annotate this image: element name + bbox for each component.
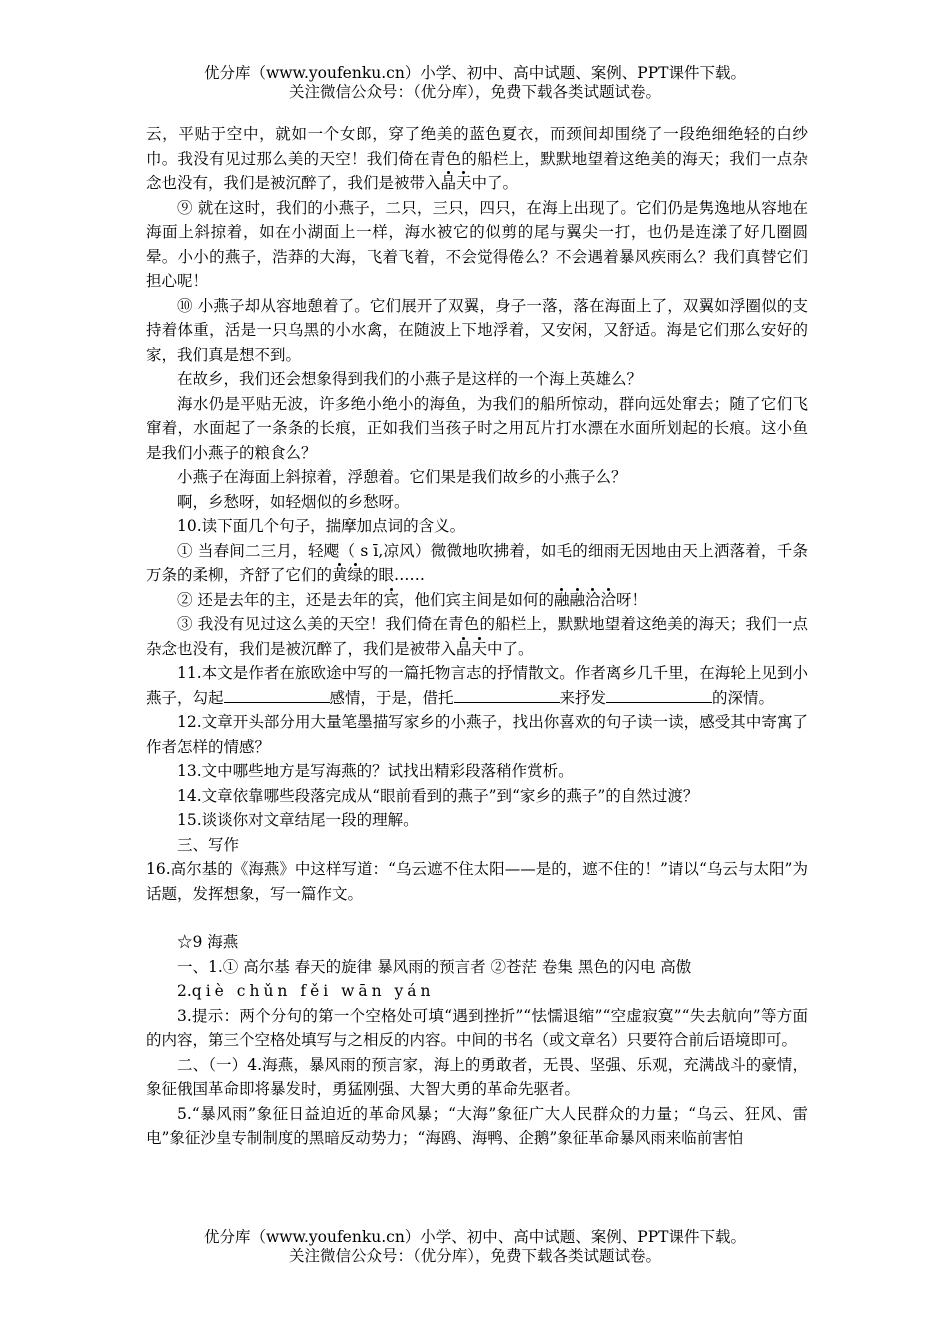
dotted-char: 洽	[600, 590, 617, 609]
answer-1: 一、1.① 高尔基 春天的旋律 暴风雨的预言者 ②苍茫 卷集 黑色的闪电 高傲	[177, 957, 692, 976]
sentence-2	[146, 588, 808, 613]
answer-4: 二、（一）4.海燕，暴风雨的预言家，海上的勇敢者，无畏、坚强、乐观，充满战斗的豪情，象征俄国革命即将暴发时，勇猛刚强、大智大勇的革命先驱者。	[146, 1055, 808, 1098]
question-15: 15.谈谈你对文章结尾一段的理解。	[177, 811, 419, 829]
footer-line-1: 优分库（www.youfenku.cn）小学、初中、高中试题、案例、PPT课件下载。	[203, 1228, 747, 1246]
text-run: 2.	[177, 982, 192, 1000]
spacer	[146, 906, 808, 930]
dotted-char: 洽	[585, 590, 601, 609]
question-14: 14.文章依靠哪些段落完成从“眼前看到的燕子”到“家乡的燕子”的自然过渡？	[177, 786, 699, 805]
section-heading: 三、写作	[177, 835, 240, 854]
paragraph-11: 在故乡，我们还会想象得到我们的小燕子是这样的一个海上英雄么？	[177, 370, 643, 388]
dotted-char: 晶	[456, 639, 472, 658]
question-13: 13.文中哪些地方是写海燕的？试找出精彩段落稍作赏析。	[177, 762, 574, 780]
text-run: 的深情。	[712, 688, 775, 707]
footer-line-2: 关注微信公众号：（优分库），免费下载各类试题试卷。	[288, 1247, 661, 1265]
dotted-char: 天	[456, 174, 472, 192]
dotted-char: 黄	[332, 566, 348, 584]
pinyin-answer: qiè chǔn fěi wān yán	[191, 982, 435, 1000]
text-run: 中了。	[471, 174, 519, 192]
blank-line[interactable]	[454, 687, 560, 703]
header-line-1: 优分库（www.youfenku.cn）小学、初中、高中试题、案例、PPT课件下载。	[203, 64, 747, 82]
question-10: 10.读下面几个句子，揣摩加点词的含义。	[177, 517, 466, 535]
answer-2	[146, 979, 808, 1004]
answer-3: 3.提示：两个分句的第一个空格处可填“遇到挫折”“怯懦退缩”“空虚寂寞”“失去航向”等方面的内容，第三个空格处填写与之相反的内容。中间的书名（或文章名）只要符合前后语境即可。	[146, 1006, 808, 1049]
text-run: ，他们宾主间是如何的	[398, 590, 554, 609]
answer-title: ☆9 海燕	[177, 933, 239, 951]
paragraph-12: 海水仍是平贴无波，许多绝小绝小的海鱼，为我们的船所惊动，群向远处窜去；随了它们飞窜着，水面起了一条条的长痕，正如我们当孩子时之用瓦片打水漂在水面所划起的长痕。这小鱼是我们小燕子的粮食么？	[146, 394, 808, 462]
question-11	[146, 661, 808, 710]
text-run: 11.本文是作者在旅欧途中写的一篇托物言志的抒情散文。作者离乡几千里，在海轮上见到小燕子，勾起	[146, 664, 808, 707]
dotted-char: 绿	[347, 566, 364, 584]
text-run: 感情，于是，借托	[329, 688, 454, 707]
blank-line[interactable]	[224, 687, 330, 703]
paragraph-continued	[146, 122, 808, 196]
document-body	[146, 122, 808, 1151]
answer-5: 5.“暴风雨”象征日益迫近的革命风暴；“大海”象征广大人民群众的力量；“乌云、狂风、雷电”象征沙皇专制制度的黑暗反动势力；“海鸥、海鸭、企鹅”象征革命暴风雨来临前害怕	[146, 1104, 808, 1147]
question-12: 12.文章开头部分用大量笔墨描写家乡的小燕子，找出你喜欢的句子读一读，感受其中寄寓了作者怎样的情感？	[146, 713, 808, 756]
dotted-char: 融	[569, 590, 585, 609]
page-footer	[0, 1228, 950, 1266]
sentence-1	[146, 539, 808, 588]
text-run: 来抒发	[559, 688, 607, 707]
blank-line[interactable]	[606, 687, 712, 703]
text-run: 中了。	[487, 639, 534, 658]
page-header	[0, 64, 950, 102]
sentence-3	[146, 612, 808, 661]
paragraph-10: ⑩ 小燕子却从容地憩着了。它们展开了双翼，身子一落，落在海面上了，双翼如浮圈似的支持着体重，活是一只乌黑的小水禽，在随波上下地浮着，又安闲，又舒适。海是它们那么安好的家，我们真是想不到。	[146, 296, 808, 364]
text-run: ③ 我没有见过这么美的天空！我们倚在青色的船栏上，默默地望着这绝美的海天；我们一点杂念也没有，我们是被沉醉了，我们是被带入	[146, 615, 808, 658]
question-16: 16.高尔基的《海燕》中这样写道：“乌云遮不住太阳——是的，遮不住的！”请以“乌云与太阳”为话题，发挥想象，写一篇作文。	[146, 860, 808, 903]
paragraph-9: ⑨ 就在这时，我们的小燕子，二只，三只，四只，在海上出现了。它们仍是隽逸地从容地在海面上斜掠着，如在小湖面上一样，海水被它的似剪的尾与翼尖一打，也仍是连漾了好几圈圆晕。小小的燕子，浩莽的大海，飞着飞着，不会觉得倦么？不会遇着暴风疾雨么？我们真替它们担心呢！	[146, 198, 808, 290]
header-line-2: 关注微信公众号：（优分库），免费下载各类试题试卷。	[288, 83, 661, 101]
text-run: 的眼……	[363, 566, 426, 584]
text-run: ① 当春间二三月，轻飔（ s ī,凉风）微微地吹拂着，如毛的细雨无因地由天上洒落着，千条万条的柔柳，齐舒了它们的	[146, 541, 808, 584]
dotted-char: 融	[553, 590, 570, 609]
text-run: 云，平贴于空中，就如一个女郎，穿了绝美的蓝色夏衣，而颈间却围绕了一段绝细绝轻的白纱巾。我没有见过那么美的天空！我们倚在青色的船栏上，默默地望着这绝美的海天；我们一点杂念也没有，我们是被沉醉了，我们是被带入	[146, 125, 808, 192]
paragraph-14: 啊，乡愁呀，如轻烟似的乡愁呀。	[177, 492, 410, 511]
dotted-char: 天	[471, 639, 488, 658]
text-run: 呀！	[616, 590, 648, 609]
dotted-char: 晶	[440, 174, 457, 192]
dotted-char: 宾	[383, 590, 399, 609]
text-run: ② 还是去年的主，还是去年的	[177, 590, 384, 609]
paragraph-13: 小燕子在海面上斜掠着，浮憩着。它们果是我们故乡的小燕子么？	[177, 468, 627, 486]
